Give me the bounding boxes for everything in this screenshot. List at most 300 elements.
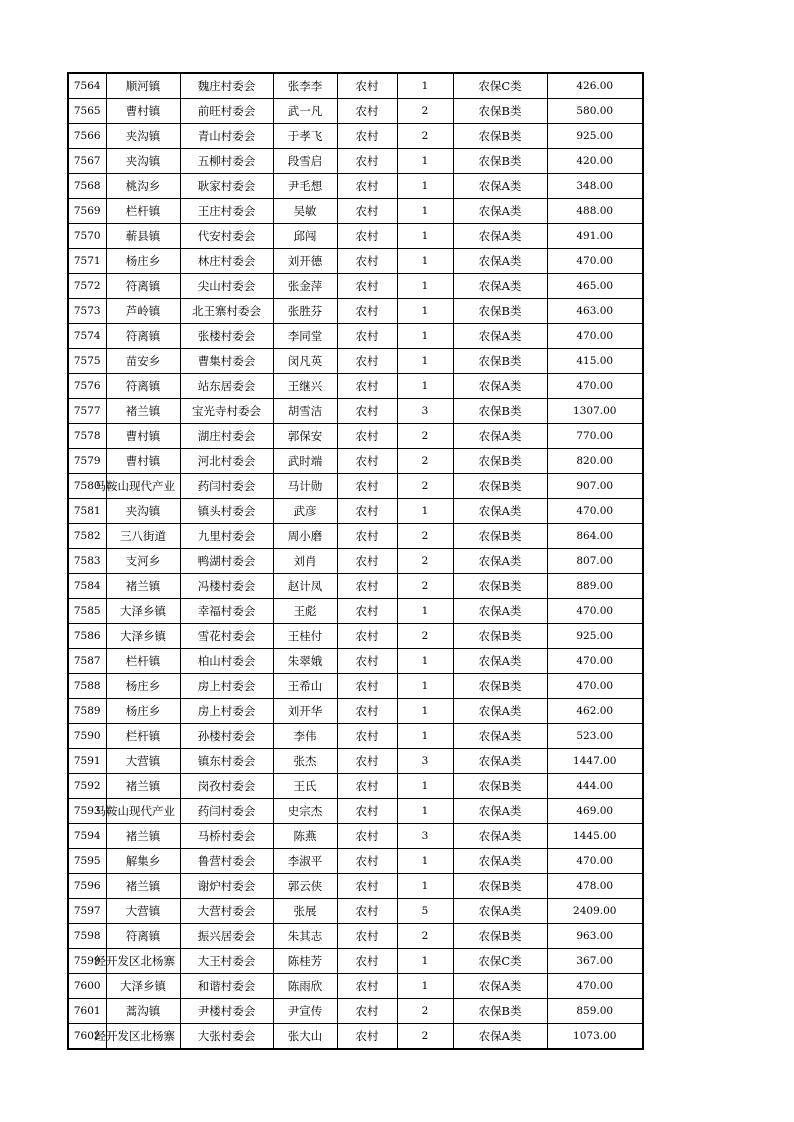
household-count-cell: 5 <box>397 899 453 924</box>
person-name-cell: 马计勋 <box>273 474 337 499</box>
town-cell: 符离镇 <box>106 324 180 349</box>
village-committee-cell: 岗孜村委会 <box>180 774 273 799</box>
area-type-cell: 农村 <box>337 549 397 574</box>
record-id-cell: 7599 <box>68 949 106 974</box>
household-count-cell: 3 <box>397 399 453 424</box>
area-type-cell: 农村 <box>337 399 397 424</box>
person-name-cell: 尹毛想 <box>273 174 337 199</box>
person-name-cell: 朱其志 <box>273 924 337 949</box>
village-committee-cell: 马桥村委会 <box>180 824 273 849</box>
town-cell: 经开发区北杨寨 <box>106 949 180 974</box>
insurance-category-cell: 农保B类 <box>453 624 547 649</box>
household-count-cell: 3 <box>397 824 453 849</box>
table-row <box>68 974 643 999</box>
person-name-cell: 陈雨欣 <box>273 974 337 999</box>
table-row <box>68 199 643 224</box>
record-id-cell: 7592 <box>68 774 106 799</box>
village-committee-cell: 曹集村委会 <box>180 349 273 374</box>
record-id-cell: 7585 <box>68 599 106 624</box>
amount-cell: 470.00 <box>547 974 643 999</box>
area-type-cell: 农村 <box>337 499 397 524</box>
town-cell: 曹村镇 <box>106 99 180 124</box>
person-name-cell: 张李李 <box>273 73 337 99</box>
area-type-cell: 农村 <box>337 624 397 649</box>
person-name-cell: 于孝飞 <box>273 124 337 149</box>
person-name-cell: 邱闯 <box>273 224 337 249</box>
village-committee-cell: 王庄村委会 <box>180 199 273 224</box>
amount-cell: 523.00 <box>547 724 643 749</box>
town-cell: 符离镇 <box>106 924 180 949</box>
area-type-cell: 农村 <box>337 949 397 974</box>
record-id-cell: 7595 <box>68 849 106 874</box>
town-cell: 大泽乡镇 <box>106 974 180 999</box>
village-committee-cell: 九里村委会 <box>180 524 273 549</box>
area-type-cell: 农村 <box>337 99 397 124</box>
person-name-cell: 刘开德 <box>273 249 337 274</box>
table-row <box>68 574 643 599</box>
insurance-category-cell: 农保B类 <box>453 399 547 424</box>
amount-cell: 1445.00 <box>547 824 643 849</box>
record-id-cell: 7580 <box>68 474 106 499</box>
village-committee-cell: 河北村委会 <box>180 449 273 474</box>
record-id-cell: 7569 <box>68 199 106 224</box>
household-count-cell: 1 <box>397 774 453 799</box>
area-type-cell: 农村 <box>337 874 397 899</box>
insurance-category-cell: 农保A类 <box>453 849 547 874</box>
amount-cell: 469.00 <box>547 799 643 824</box>
insurance-category-cell: 农保A类 <box>453 699 547 724</box>
insurance-category-cell: 农保B类 <box>453 149 547 174</box>
insurance-category-cell: 农保A类 <box>453 649 547 674</box>
household-count-cell: 1 <box>397 849 453 874</box>
village-committee-cell: 镇东村委会 <box>180 749 273 774</box>
town-cell: 曹村镇 <box>106 424 180 449</box>
record-id-cell: 7579 <box>68 449 106 474</box>
area-type-cell: 农村 <box>337 749 397 774</box>
insurance-category-cell: 农保A类 <box>453 824 547 849</box>
town-cell: 符离镇 <box>106 274 180 299</box>
person-name-cell: 闵凡英 <box>273 349 337 374</box>
person-name-cell: 段雪启 <box>273 149 337 174</box>
village-committee-cell: 五柳村委会 <box>180 149 273 174</box>
village-committee-cell: 代安村委会 <box>180 224 273 249</box>
household-count-cell: 1 <box>397 499 453 524</box>
insurance-category-cell: 农保A类 <box>453 424 547 449</box>
insurance-category-cell: 农保B类 <box>453 299 547 324</box>
insurance-category-cell: 农保A类 <box>453 749 547 774</box>
household-count-cell: 1 <box>397 299 453 324</box>
insurance-category-cell: 农保A类 <box>453 724 547 749</box>
area-type-cell: 农村 <box>337 324 397 349</box>
amount-cell: 415.00 <box>547 349 643 374</box>
village-committee-cell: 鸭湖村委会 <box>180 549 273 574</box>
insurance-category-cell: 农保A类 <box>453 899 547 924</box>
record-id-cell: 7586 <box>68 624 106 649</box>
amount-cell: 770.00 <box>547 424 643 449</box>
village-committee-cell: 药闫村委会 <box>180 799 273 824</box>
village-committee-cell: 房上村委会 <box>180 699 273 724</box>
record-id-cell: 7572 <box>68 274 106 299</box>
village-committee-cell: 和谐村委会 <box>180 974 273 999</box>
area-type-cell: 农村 <box>337 474 397 499</box>
area-type-cell: 农村 <box>337 799 397 824</box>
town-cell: 大泽乡镇 <box>106 624 180 649</box>
insurance-category-cell: 农保C类 <box>453 949 547 974</box>
insurance-category-cell: 农保A类 <box>453 549 547 574</box>
town-cell: 大泽乡镇 <box>106 599 180 624</box>
person-name-cell: 郭云侠 <box>273 874 337 899</box>
record-id-cell: 7587 <box>68 649 106 674</box>
town-cell: 曹村镇 <box>106 449 180 474</box>
area-type-cell: 农村 <box>337 224 397 249</box>
household-count-cell: 1 <box>397 73 453 99</box>
village-committee-cell: 大王村委会 <box>180 949 273 974</box>
table-row <box>68 699 643 724</box>
area-type-cell: 农村 <box>337 124 397 149</box>
amount-cell: 1447.00 <box>547 749 643 774</box>
area-type-cell: 农村 <box>337 374 397 399</box>
area-type-cell: 农村 <box>337 424 397 449</box>
amount-cell: 470.00 <box>547 324 643 349</box>
area-type-cell: 农村 <box>337 299 397 324</box>
person-name-cell: 张金萍 <box>273 274 337 299</box>
amount-cell: 426.00 <box>547 73 643 99</box>
record-id-cell: 7567 <box>68 149 106 174</box>
amount-cell: 470.00 <box>547 499 643 524</box>
table-row <box>68 774 643 799</box>
household-count-cell: 1 <box>397 974 453 999</box>
person-name-cell: 周小磨 <box>273 524 337 549</box>
area-type-cell: 农村 <box>337 724 397 749</box>
amount-cell: 470.00 <box>547 599 643 624</box>
person-name-cell: 武时端 <box>273 449 337 474</box>
person-name-cell: 吴敏 <box>273 199 337 224</box>
table-row <box>68 174 643 199</box>
record-id-cell: 7568 <box>68 174 106 199</box>
person-name-cell: 刘开华 <box>273 699 337 724</box>
table-row <box>68 524 643 549</box>
amount-cell: 963.00 <box>547 924 643 949</box>
village-committee-cell: 鲁营村委会 <box>180 849 273 874</box>
amount-cell: 820.00 <box>547 449 643 474</box>
table-row <box>68 349 643 374</box>
insurance-category-cell: 农保A类 <box>453 499 547 524</box>
amount-cell: 470.00 <box>547 674 643 699</box>
amount-cell: 925.00 <box>547 124 643 149</box>
amount-cell: 348.00 <box>547 174 643 199</box>
area-type-cell: 农村 <box>337 599 397 624</box>
table-body <box>68 73 643 1049</box>
record-id-cell: 7600 <box>68 974 106 999</box>
area-type-cell: 农村 <box>337 174 397 199</box>
village-committee-cell: 站东居委会 <box>180 374 273 399</box>
town-cell: 支河乡 <box>106 549 180 574</box>
table-row <box>68 799 643 824</box>
town-cell: 经开发区北杨寨 <box>106 1024 180 1050</box>
insurance-category-cell: 农保B类 <box>453 449 547 474</box>
area-type-cell: 农村 <box>337 1024 397 1050</box>
village-committee-cell: 尖山村委会 <box>180 274 273 299</box>
insurance-category-cell: 农保B类 <box>453 674 547 699</box>
table-row <box>68 599 643 624</box>
table-row <box>68 1024 643 1050</box>
record-id-cell: 7581 <box>68 499 106 524</box>
table-row <box>68 849 643 874</box>
village-committee-cell: 张楼村委会 <box>180 324 273 349</box>
area-type-cell: 农村 <box>337 674 397 699</box>
town-cell: 符离镇 <box>106 374 180 399</box>
town-cell: 马鞍山现代产业 <box>106 799 180 824</box>
table-row <box>68 874 643 899</box>
person-name-cell: 尹宣传 <box>273 999 337 1024</box>
household-count-cell: 1 <box>397 324 453 349</box>
household-count-cell: 2 <box>397 574 453 599</box>
amount-cell: 807.00 <box>547 549 643 574</box>
insurance-category-cell: 农保A类 <box>453 374 547 399</box>
person-name-cell: 郭保安 <box>273 424 337 449</box>
area-type-cell: 农村 <box>337 149 397 174</box>
insurance-category-cell: 农保A类 <box>453 324 547 349</box>
insurance-category-cell: 农保B类 <box>453 349 547 374</box>
person-name-cell: 张大山 <box>273 1024 337 1050</box>
amount-cell: 367.00 <box>547 949 643 974</box>
village-committee-cell: 柏山村委会 <box>180 649 273 674</box>
record-id-cell: 7594 <box>68 824 106 849</box>
household-count-cell: 1 <box>397 699 453 724</box>
area-type-cell: 农村 <box>337 849 397 874</box>
town-cell: 蕲县镇 <box>106 224 180 249</box>
village-committee-cell: 药闫村委会 <box>180 474 273 499</box>
village-committee-cell: 青山村委会 <box>180 124 273 149</box>
person-name-cell: 李伟 <box>273 724 337 749</box>
village-committee-cell: 林庄村委会 <box>180 249 273 274</box>
household-count-cell: 3 <box>397 749 453 774</box>
person-name-cell: 赵计凤 <box>273 574 337 599</box>
area-type-cell: 农村 <box>337 999 397 1024</box>
village-committee-cell: 冯楼村委会 <box>180 574 273 599</box>
village-committee-cell: 雪花村委会 <box>180 624 273 649</box>
record-id-cell: 7582 <box>68 524 106 549</box>
insurance-category-cell: 农保A类 <box>453 174 547 199</box>
town-cell: 杨庄乡 <box>106 674 180 699</box>
table-row <box>68 274 643 299</box>
record-id-cell: 7601 <box>68 999 106 1024</box>
town-cell: 芦岭镇 <box>106 299 180 324</box>
amount-cell: 470.00 <box>547 374 643 399</box>
table-row <box>68 449 643 474</box>
person-name-cell: 王桂付 <box>273 624 337 649</box>
town-cell: 栏杆镇 <box>106 649 180 674</box>
table-row <box>68 999 643 1024</box>
amount-cell: 1307.00 <box>547 399 643 424</box>
insurance-category-cell: 农保B类 <box>453 99 547 124</box>
town-cell: 马鞍山现代产业 <box>106 474 180 499</box>
village-committee-cell: 孙楼村委会 <box>180 724 273 749</box>
person-name-cell: 李淑平 <box>273 849 337 874</box>
record-id-cell: 7573 <box>68 299 106 324</box>
area-type-cell: 农村 <box>337 524 397 549</box>
town-cell: 褚兰镇 <box>106 574 180 599</box>
person-name-cell: 陈桂芳 <box>273 949 337 974</box>
area-type-cell: 农村 <box>337 699 397 724</box>
town-cell: 蒿沟镇 <box>106 999 180 1024</box>
town-cell: 栏杆镇 <box>106 199 180 224</box>
insurance-category-cell: 农保A类 <box>453 974 547 999</box>
record-id-cell: 7570 <box>68 224 106 249</box>
record-id-cell: 7590 <box>68 724 106 749</box>
record-id-cell: 7589 <box>68 699 106 724</box>
village-committee-cell: 振兴居委会 <box>180 924 273 949</box>
household-count-cell: 1 <box>397 674 453 699</box>
town-cell: 褚兰镇 <box>106 774 180 799</box>
person-name-cell: 胡雪洁 <box>273 399 337 424</box>
person-name-cell: 张杰 <box>273 749 337 774</box>
amount-cell: 2409.00 <box>547 899 643 924</box>
amount-cell: 444.00 <box>547 774 643 799</box>
insurance-category-cell: 农保B类 <box>453 774 547 799</box>
village-committee-cell: 前旺村委会 <box>180 99 273 124</box>
record-id-cell: 7602 <box>68 1024 106 1050</box>
record-id-cell: 7593 <box>68 799 106 824</box>
amount-cell: 1073.00 <box>547 1024 643 1050</box>
insurance-category-cell: 农保A类 <box>453 274 547 299</box>
town-cell: 大营镇 <box>106 899 180 924</box>
household-count-cell: 2 <box>397 999 453 1024</box>
area-type-cell: 农村 <box>337 73 397 99</box>
household-count-cell: 2 <box>397 424 453 449</box>
table-row <box>68 99 643 124</box>
household-count-cell: 1 <box>397 874 453 899</box>
town-cell: 褚兰镇 <box>106 824 180 849</box>
village-committee-cell: 幸福村委会 <box>180 599 273 624</box>
person-name-cell: 陈燕 <box>273 824 337 849</box>
record-id-cell: 7566 <box>68 124 106 149</box>
table-row <box>68 624 643 649</box>
table-row <box>68 649 643 674</box>
area-type-cell: 农村 <box>337 249 397 274</box>
record-id-cell: 7576 <box>68 374 106 399</box>
village-committee-cell: 大张村委会 <box>180 1024 273 1050</box>
amount-cell: 580.00 <box>547 99 643 124</box>
town-cell: 夹沟镇 <box>106 499 180 524</box>
village-committee-cell: 大营村委会 <box>180 899 273 924</box>
town-cell: 桃沟乡 <box>106 174 180 199</box>
village-committee-cell: 镇头村委会 <box>180 499 273 524</box>
table-row <box>68 674 643 699</box>
insurance-category-cell: 农保B类 <box>453 124 547 149</box>
amount-cell: 470.00 <box>547 849 643 874</box>
area-type-cell: 农村 <box>337 824 397 849</box>
area-type-cell: 农村 <box>337 574 397 599</box>
person-name-cell: 王彪 <box>273 599 337 624</box>
person-name-cell: 王氏 <box>273 774 337 799</box>
insurance-category-cell: 农保A类 <box>453 599 547 624</box>
town-cell: 夹沟镇 <box>106 149 180 174</box>
town-cell: 褚兰镇 <box>106 874 180 899</box>
record-id-cell: 7571 <box>68 249 106 274</box>
amount-cell: 470.00 <box>547 649 643 674</box>
person-name-cell: 武一凡 <box>273 99 337 124</box>
town-cell: 解集乡 <box>106 849 180 874</box>
table-row <box>68 149 643 174</box>
town-cell: 夹沟镇 <box>106 124 180 149</box>
insurance-category-cell: 农保B类 <box>453 874 547 899</box>
table-row <box>68 399 643 424</box>
area-type-cell: 农村 <box>337 924 397 949</box>
insurance-category-cell: 农保A类 <box>453 224 547 249</box>
household-count-cell: 2 <box>397 99 453 124</box>
record-id-cell: 7591 <box>68 749 106 774</box>
town-cell: 大营镇 <box>106 749 180 774</box>
household-count-cell: 1 <box>397 199 453 224</box>
village-committee-cell: 尹楼村委会 <box>180 999 273 1024</box>
household-count-cell: 1 <box>397 799 453 824</box>
table-row <box>68 73 643 99</box>
area-type-cell: 农村 <box>337 974 397 999</box>
person-name-cell: 朱翠娥 <box>273 649 337 674</box>
amount-cell: 470.00 <box>547 249 643 274</box>
amount-cell: 420.00 <box>547 149 643 174</box>
household-count-cell: 1 <box>397 349 453 374</box>
amount-cell: 889.00 <box>547 574 643 599</box>
village-committee-cell: 谢炉村委会 <box>180 874 273 899</box>
person-name-cell: 张胜芬 <box>273 299 337 324</box>
table-row <box>68 474 643 499</box>
town-cell: 杨庄乡 <box>106 699 180 724</box>
area-type-cell: 农村 <box>337 649 397 674</box>
person-name-cell: 史宗杰 <box>273 799 337 824</box>
household-count-cell: 2 <box>397 124 453 149</box>
town-cell: 苗安乡 <box>106 349 180 374</box>
table-row <box>68 924 643 949</box>
record-id-cell: 7575 <box>68 349 106 374</box>
person-name-cell: 刘肖 <box>273 549 337 574</box>
area-type-cell: 农村 <box>337 274 397 299</box>
household-count-cell: 1 <box>397 649 453 674</box>
record-id-cell: 7564 <box>68 73 106 99</box>
record-id-cell: 7574 <box>68 324 106 349</box>
insurance-category-cell: 农保A类 <box>453 799 547 824</box>
area-type-cell: 农村 <box>337 349 397 374</box>
insurance-category-cell: 农保B类 <box>453 924 547 949</box>
household-count-cell: 1 <box>397 249 453 274</box>
household-count-cell: 1 <box>397 949 453 974</box>
amount-cell: 465.00 <box>547 274 643 299</box>
village-committee-cell: 湖庄村委会 <box>180 424 273 449</box>
table-row <box>68 549 643 574</box>
household-count-cell: 2 <box>397 1024 453 1050</box>
record-id-cell: 7578 <box>68 424 106 449</box>
record-id-cell: 7577 <box>68 399 106 424</box>
record-id-cell: 7565 <box>68 99 106 124</box>
record-id-cell: 7583 <box>68 549 106 574</box>
town-cell: 杨庄乡 <box>106 249 180 274</box>
table-row <box>68 224 643 249</box>
insurance-category-cell: 农保B类 <box>453 999 547 1024</box>
household-count-cell: 1 <box>397 174 453 199</box>
table-row <box>68 949 643 974</box>
village-committee-cell: 耿家村委会 <box>180 174 273 199</box>
table-row <box>68 724 643 749</box>
table-row <box>68 249 643 274</box>
household-count-cell: 2 <box>397 474 453 499</box>
table-row <box>68 424 643 449</box>
household-count-cell: 2 <box>397 924 453 949</box>
amount-cell: 488.00 <box>547 199 643 224</box>
household-count-cell: 2 <box>397 449 453 474</box>
village-committee-cell: 北王寨村委会 <box>180 299 273 324</box>
town-cell: 顺河镇 <box>106 73 180 99</box>
